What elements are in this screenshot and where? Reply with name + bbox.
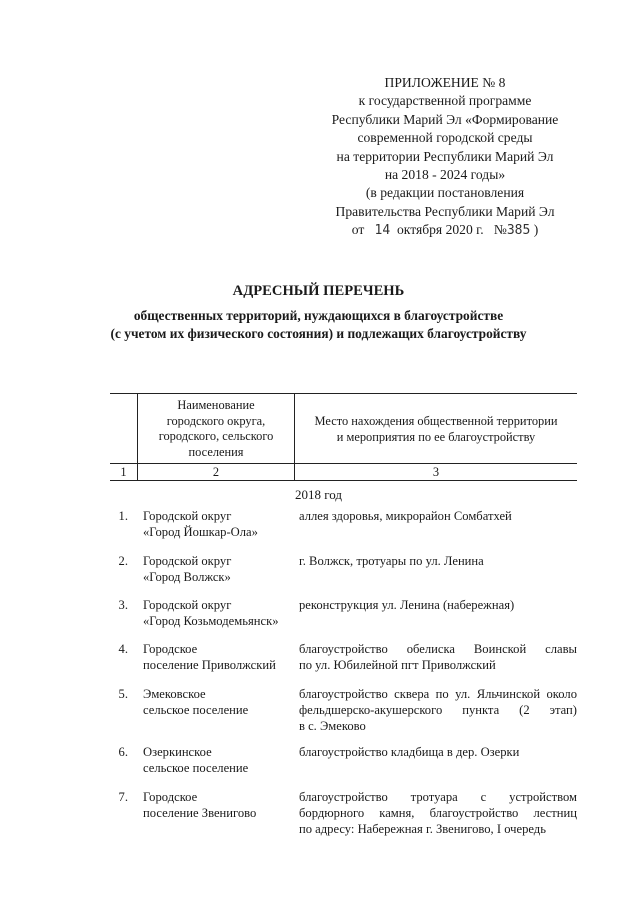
name-line: Городской округ: [143, 509, 232, 523]
appendix-line: современной городской среды: [357, 130, 533, 146]
name-line: «Город Йошкар-Ола»: [143, 525, 258, 539]
row-name: [143, 686, 293, 718]
row-name: [143, 789, 293, 821]
row-number: 3.: [118, 598, 128, 612]
header-text: Наименование: [177, 398, 255, 412]
handwritten-number: 385: [506, 223, 531, 239]
document-subtitle: [40, 307, 597, 342]
place-line: аллея здоровья, микрорайон Сомбатхей: [299, 509, 512, 523]
name-line: «Город Волжск»: [143, 570, 231, 584]
appendix-line: на территории Республики Марий Эл: [336, 148, 554, 164]
row-place: [299, 789, 577, 837]
row-number: 7.: [118, 790, 128, 804]
row-name: [143, 641, 293, 673]
row-place: [299, 744, 577, 760]
row-place: [299, 553, 577, 569]
row-name: [143, 508, 293, 540]
header-text: поселения: [188, 444, 244, 459]
row-place: [299, 508, 577, 524]
subtitle-line: общественных территорий, нуждающихся в благоустройстве: [133, 308, 504, 323]
col-number-2: 2: [212, 465, 220, 479]
header-col-name: [138, 398, 294, 460]
name-line: поселение Приволжский: [143, 658, 276, 672]
col-number-3: 3: [432, 465, 440, 479]
subtitle-line: (с учетом их физического состояния) и подлежащих благоустройству: [110, 325, 527, 341]
name-line: Городское: [143, 642, 198, 656]
appendix-header: [300, 74, 590, 241]
place-line: благоустройство кладбища в дер. Озерки: [299, 745, 520, 759]
row-number: 6.: [118, 745, 128, 759]
col-number-1: 1: [120, 465, 127, 479]
header-text: городского, сельского: [158, 429, 274, 444]
name-line: сельское поселение: [143, 703, 249, 717]
close-paren: ): [533, 222, 539, 238]
table-rule: [110, 393, 577, 394]
appendix-line: Республики Марий Эл «Формирование: [331, 111, 559, 127]
place-line: по ул. Юбилейной пгт Приволжский: [299, 658, 496, 672]
place-line: благоустройство сквера по ул. Яльчинской около: [299, 687, 577, 701]
handwritten-day: 14: [374, 223, 391, 239]
place-line: бордюрного камня, благоустройство лестниц: [299, 806, 577, 820]
place-line: благоустройство тротуара с устройством: [299, 790, 577, 804]
appendix-title: ПРИЛОЖЕНИЕ № 8: [384, 75, 506, 90]
name-line: Городской округ: [143, 554, 232, 568]
name-line: поселение Звенигово: [143, 806, 257, 820]
name-line: Городское: [143, 790, 198, 804]
place-line: по адресу: Набережная г. Звенигово, I очередь: [299, 822, 546, 836]
document-title: АДРЕСНЫЙ ПЕРЕЧЕНЬ: [232, 283, 405, 299]
name-line: Озеркинское: [143, 745, 212, 759]
row-number: 2.: [118, 554, 128, 568]
header-text: и мероприятия по ее благоустройству: [336, 429, 536, 444]
place-line: реконструкция ул. Ленина (набережная): [299, 598, 515, 612]
table-rule: [110, 480, 577, 481]
name-line: Эмековское: [143, 687, 206, 701]
row-number: 1.: [118, 509, 128, 523]
row-name: [143, 744, 293, 776]
place-line: благоустройство обелиска Воинской славы: [299, 642, 577, 656]
month-year: октября 2020 г.: [396, 222, 484, 238]
table-rule: [110, 463, 577, 464]
row-place: [299, 597, 577, 613]
from-label: от: [351, 222, 365, 238]
name-line: «Город Козьмодемьянск»: [143, 614, 279, 628]
row-place: [299, 686, 577, 734]
row-number: 5.: [118, 687, 128, 701]
header-text: городского округа,: [166, 413, 266, 428]
row-name: [143, 597, 293, 629]
appendix-line: (в редакции постановления: [365, 185, 525, 201]
place-line: фельдшерско-акушерского пункта (2 этап): [299, 703, 577, 717]
name-line: сельское поселение: [143, 761, 249, 775]
place-line: в с. Эмеково: [299, 719, 366, 733]
appendix-line: Правительства Республики Марий Эл: [335, 203, 555, 219]
appendix-line: к государственной программе: [358, 93, 532, 109]
row-place: [299, 641, 577, 673]
appendix-line: на 2018 - 2024 годы»: [384, 167, 506, 183]
section-year: 2018 год: [295, 487, 342, 502]
header-text: Место нахождения общественной территории: [314, 414, 558, 428]
number-label: №: [493, 222, 507, 238]
header-col-place: [295, 414, 577, 445]
appendix-date-line: [300, 221, 590, 240]
row-name: [143, 553, 293, 585]
place-line: г. Волжск, тротуары по ул. Ленина: [299, 554, 484, 568]
row-number: 4.: [118, 642, 128, 656]
name-line: Городской округ: [143, 598, 232, 612]
